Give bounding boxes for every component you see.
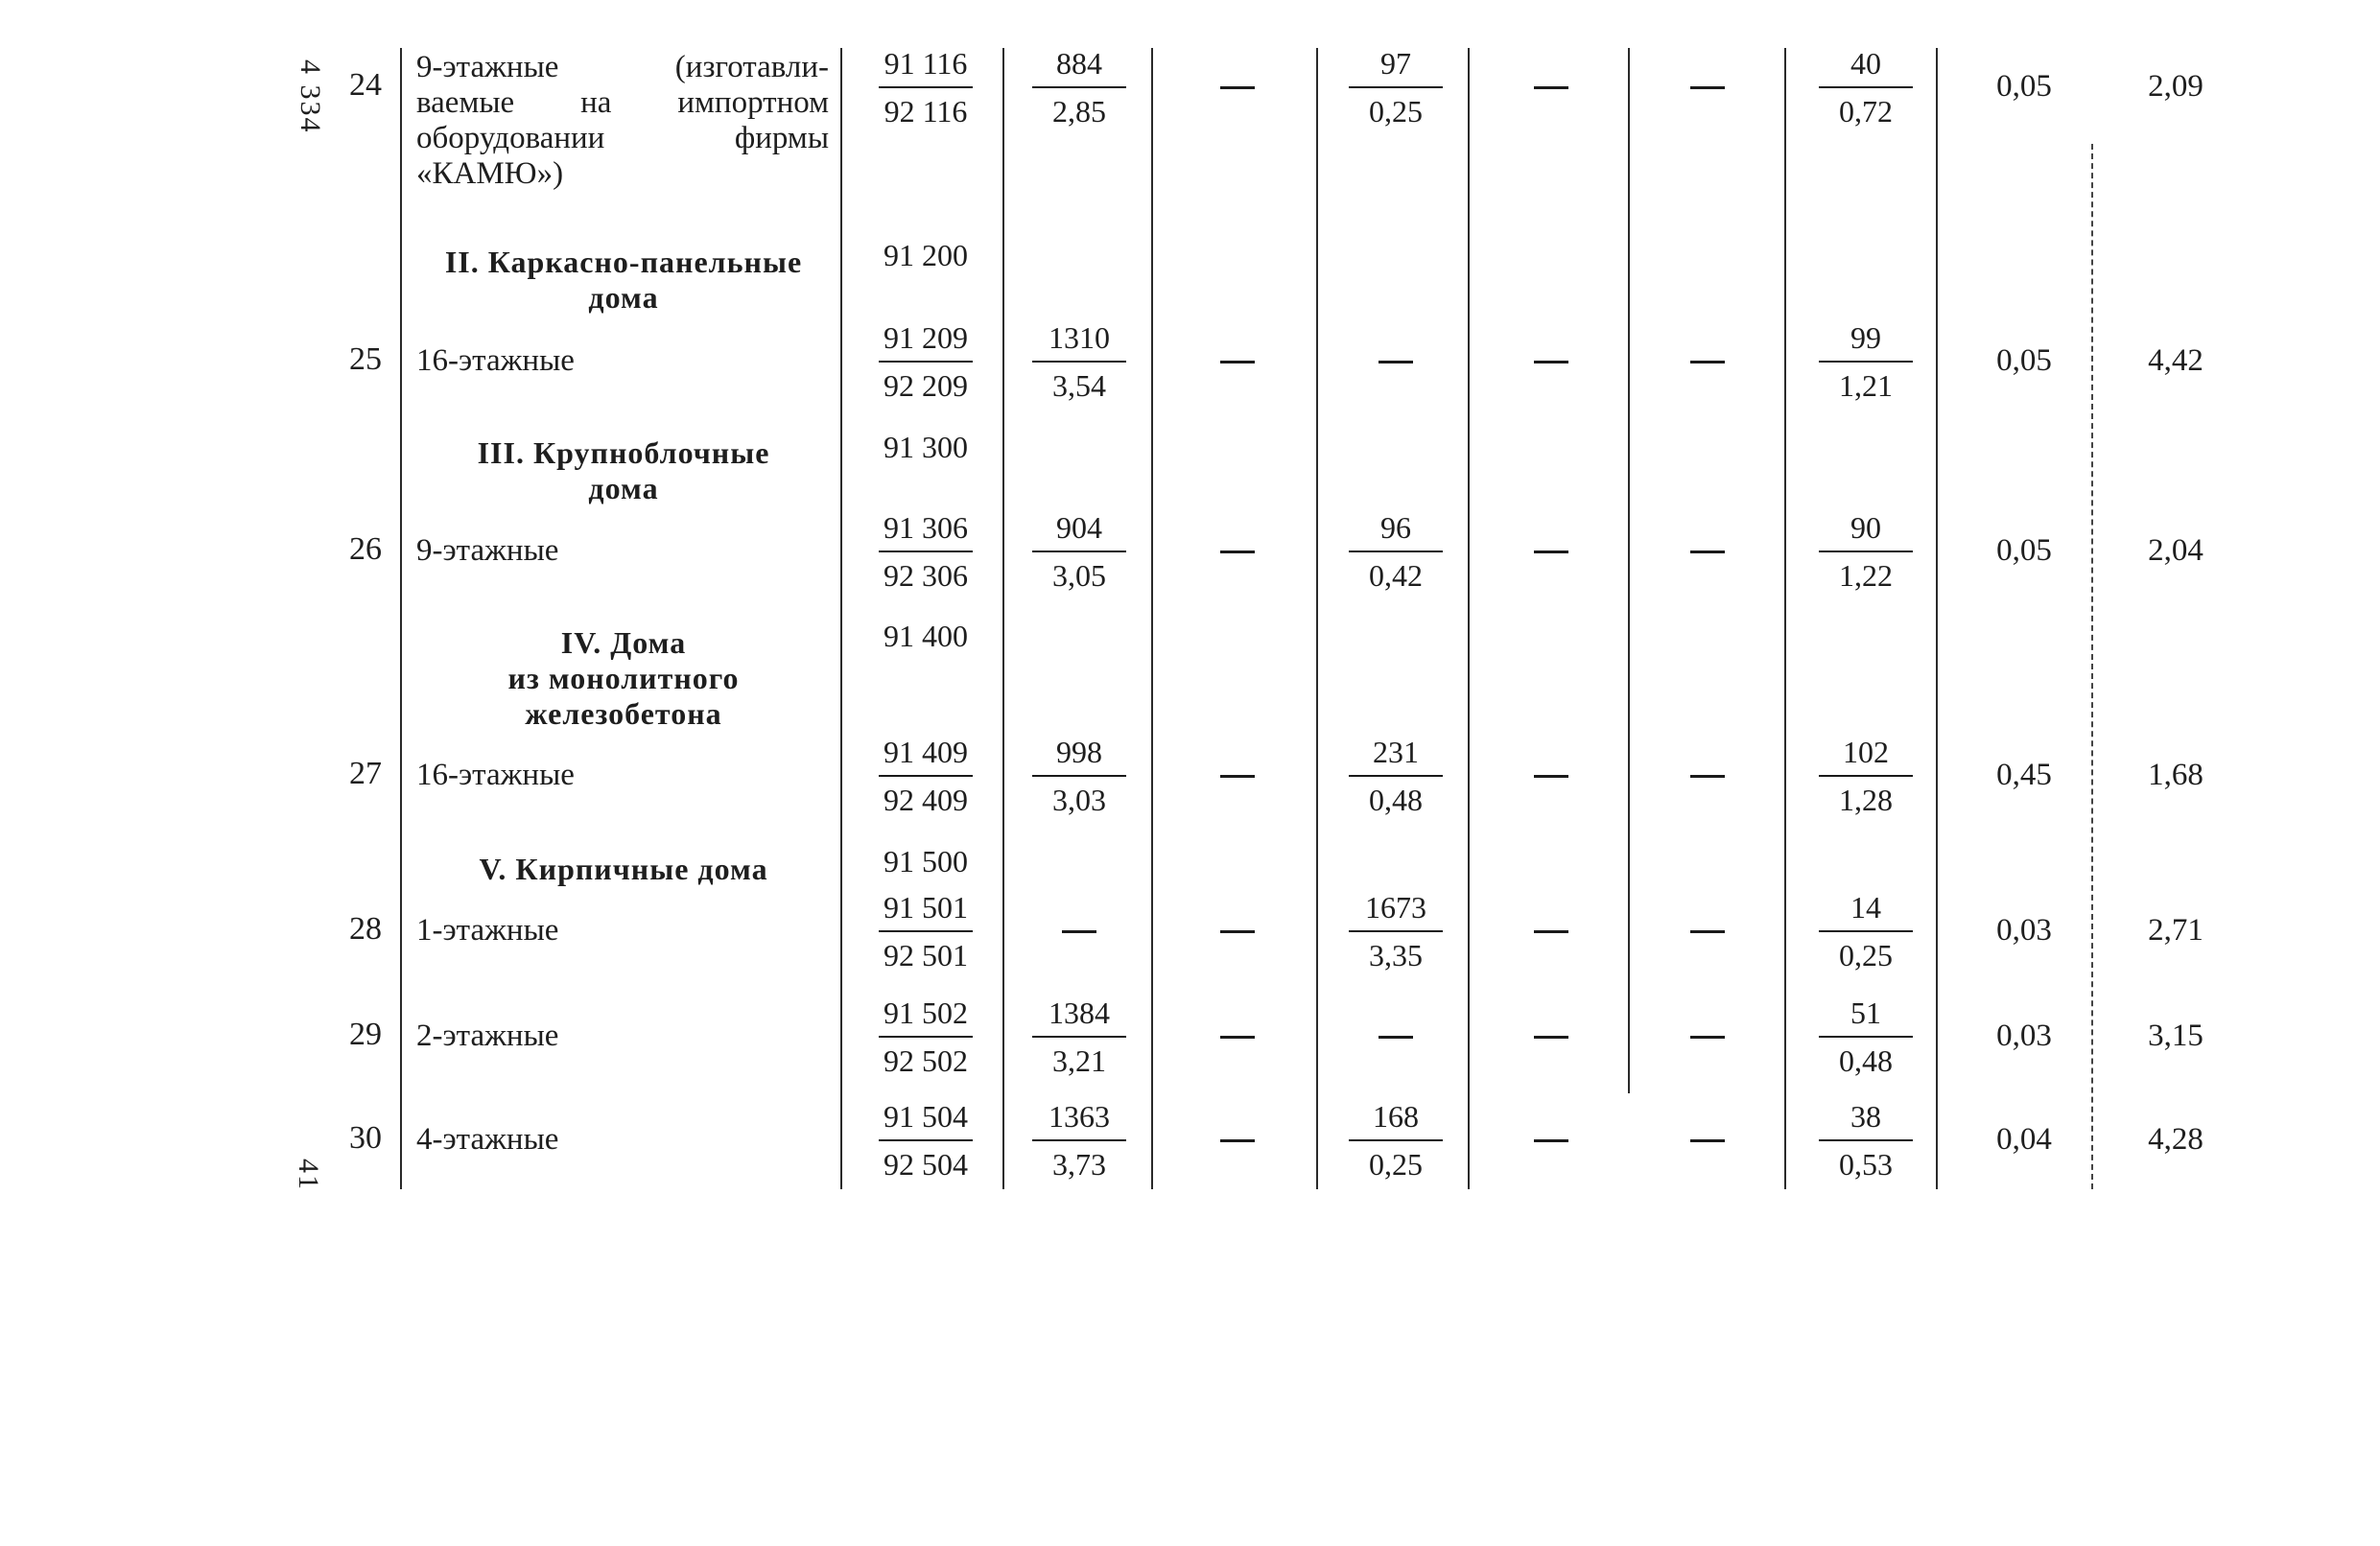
numerator: 91 306 <box>884 510 968 545</box>
value-cell-7: 0,45 <box>1996 758 2052 792</box>
fraction-bar <box>1032 86 1126 88</box>
fraction-bar <box>1032 1139 1126 1141</box>
denominator: 92 209 <box>884 368 968 403</box>
numerator: 231 <box>1373 735 1419 769</box>
section-heading-line: V. Кирпичные дома <box>479 852 768 886</box>
empty-dash <box>1690 550 1725 553</box>
row-label: 16-этажные <box>416 758 575 792</box>
row-label-24 <box>416 50 829 192</box>
row-label: 9-этажные <box>416 533 559 568</box>
margin-mark-bottom: 41 <box>293 1159 324 1191</box>
value-cell-7: 0,05 <box>1996 533 2052 568</box>
value-cell-7: 0,03 <box>1996 913 2052 948</box>
fraction-bar <box>1819 550 1913 552</box>
denominator: 92 116 <box>884 94 968 129</box>
empty-dash <box>1379 1036 1413 1039</box>
section-code: 91 300 <box>884 430 968 464</box>
value-cell-7: 0,05 <box>1996 69 2052 104</box>
row-number: 29 <box>349 1017 382 1052</box>
fraction-bar <box>1819 361 1913 363</box>
denominator: 0,25 <box>1839 938 1893 972</box>
denominator: 1,21 <box>1839 368 1893 403</box>
section-heading-line: IV. Дома <box>560 625 687 660</box>
label-line: оборудовании фирмы <box>416 121 829 155</box>
row-number: 25 <box>349 341 382 377</box>
value-fraction <box>1343 43 1449 131</box>
denominator: 0,72 <box>1839 94 1893 129</box>
value-fraction <box>1026 317 1132 406</box>
section-heading-frame-panel <box>412 245 835 316</box>
code-fraction <box>873 317 978 406</box>
denominator: 1,22 <box>1839 558 1893 593</box>
empty-dash <box>1534 1139 1568 1142</box>
fraction-bar <box>1819 930 1913 932</box>
numerator: 904 <box>1056 510 1102 545</box>
numerator: 91 502 <box>884 996 968 1030</box>
value-fraction <box>1813 317 1919 406</box>
empty-dash <box>1379 361 1413 363</box>
empty-dash <box>1690 361 1725 363</box>
code-fraction <box>873 993 978 1081</box>
column-rule <box>1784 48 1786 1189</box>
column-rule <box>1316 48 1318 1189</box>
section-code: 91 400 <box>884 619 968 653</box>
section-code: 91 500 <box>884 844 968 878</box>
empty-dash <box>1690 775 1725 778</box>
empty-dash <box>1534 86 1568 89</box>
denominator: 92 504 <box>884 1147 968 1182</box>
numerator: 884 <box>1056 46 1102 81</box>
section-heading-line: дома <box>588 471 659 505</box>
numerator: 14 <box>1850 890 1881 925</box>
numerator: 91 409 <box>884 735 968 769</box>
row-label: 1-этажные <box>416 913 559 948</box>
section-heading-monolithic <box>412 625 835 732</box>
denominator: 3,03 <box>1052 783 1106 817</box>
denominator: 3,54 <box>1052 368 1106 403</box>
empty-dash <box>1220 550 1255 553</box>
code-fraction <box>873 887 978 975</box>
value-fraction <box>1343 732 1449 820</box>
value-fraction <box>1026 507 1132 596</box>
value-fraction <box>1813 1096 1919 1184</box>
row-number: 24 <box>349 67 382 103</box>
denominator: 0,48 <box>1839 1043 1893 1078</box>
numerator: 90 <box>1850 510 1881 545</box>
numerator: 998 <box>1056 735 1102 769</box>
numerator: 38 <box>1850 1099 1881 1134</box>
fraction-bar <box>1349 1139 1443 1141</box>
value-cell-8: 2,71 <box>2148 913 2203 948</box>
value-fraction <box>1813 732 1919 820</box>
empty-dash <box>1690 930 1725 933</box>
value-fraction <box>1343 1096 1449 1184</box>
numerator: 99 <box>1850 320 1881 355</box>
fraction-bar <box>1819 1036 1913 1038</box>
value-fraction <box>1813 507 1919 596</box>
denominator: 3,21 <box>1052 1043 1106 1078</box>
column-rule-dashed <box>2091 144 2093 1189</box>
value-cell-8: 2,04 <box>2148 533 2203 568</box>
fraction-bar <box>1032 775 1126 777</box>
value-cell-7: 0,05 <box>1996 343 2052 378</box>
column-rule <box>1936 48 1938 1189</box>
fraction-bar <box>879 86 973 88</box>
value-fraction <box>1813 993 1919 1081</box>
section-code: 91 200 <box>884 238 968 272</box>
column-rule <box>840 48 842 1189</box>
value-fraction <box>1026 732 1132 820</box>
fraction-bar <box>1349 930 1443 932</box>
value-fraction <box>1813 43 1919 131</box>
row-number: 30 <box>349 1120 382 1156</box>
fraction-bar <box>1032 1036 1126 1038</box>
numerator: 40 <box>1850 46 1881 81</box>
column-rule <box>1002 48 1004 1189</box>
numerator: 91 504 <box>884 1099 968 1134</box>
value-cell-8: 4,42 <box>2148 343 2203 378</box>
section-heading-line: дома <box>588 280 659 315</box>
denominator: 0,48 <box>1369 783 1423 817</box>
numerator: 96 <box>1380 510 1411 545</box>
denominator: 3,35 <box>1369 938 1423 972</box>
value-fraction <box>1026 43 1132 131</box>
label-line: 9-этажные (изготавли- <box>416 50 829 84</box>
numerator: 1363 <box>1049 1099 1110 1134</box>
code-fraction <box>873 732 978 820</box>
row-label: 2-этажные <box>416 1019 559 1053</box>
code-fraction <box>873 1096 978 1184</box>
value-cell-8: 4,28 <box>2148 1122 2203 1157</box>
empty-dash <box>1534 930 1568 933</box>
empty-dash <box>1690 1139 1725 1142</box>
denominator: 92 502 <box>884 1043 968 1078</box>
fraction-bar <box>1349 86 1443 88</box>
fraction-bar <box>1819 86 1913 88</box>
fraction-bar <box>1819 1139 1913 1141</box>
label-line: ваемые на импортном <box>416 85 829 120</box>
fraction-bar <box>1349 550 1443 552</box>
fraction-bar <box>1349 775 1443 777</box>
empty-dash <box>1220 930 1255 933</box>
fraction-bar <box>879 1036 973 1038</box>
empty-dash <box>1534 361 1568 363</box>
fraction-bar <box>879 775 973 777</box>
row-number: 27 <box>349 756 382 791</box>
section-heading-line: железобетона <box>525 696 722 731</box>
margin-mark-top: 4 334 <box>295 59 326 134</box>
code-fraction <box>873 507 978 596</box>
fraction-bar <box>1032 361 1126 363</box>
empty-dash <box>1534 550 1568 553</box>
section-heading-brick <box>412 852 835 887</box>
empty-dash <box>1220 361 1255 363</box>
numerator: 91 209 <box>884 320 968 355</box>
value-cell-8: 3,15 <box>2148 1019 2203 1053</box>
code-fraction <box>873 43 978 131</box>
numerator: 51 <box>1850 996 1881 1030</box>
fraction-bar <box>1819 775 1913 777</box>
numerator: 102 <box>1843 735 1889 769</box>
fraction-bar <box>879 361 973 363</box>
denominator: 1,28 <box>1839 783 1893 817</box>
value-cell-8: 2,09 <box>2148 69 2203 104</box>
value-fraction <box>1813 887 1919 975</box>
row-label: 4-этажные <box>416 1122 559 1157</box>
numerator: 1310 <box>1049 320 1110 355</box>
column-rule <box>1468 48 1470 1189</box>
denominator: 0,42 <box>1369 558 1423 593</box>
empty-dash <box>1062 930 1096 933</box>
denominator: 92 306 <box>884 558 968 593</box>
fraction-bar <box>879 550 973 552</box>
column-rule <box>1151 48 1153 1189</box>
row-number: 26 <box>349 531 382 567</box>
value-cell-7: 0,04 <box>1996 1122 2052 1157</box>
denominator: 3,73 <box>1052 1147 1106 1182</box>
numerator: 1673 <box>1365 890 1426 925</box>
value-fraction <box>1026 993 1132 1081</box>
numerator: 1384 <box>1049 996 1110 1030</box>
column-rule <box>400 48 402 1189</box>
denominator: 2,85 <box>1052 94 1106 129</box>
numerator: 91 116 <box>884 46 968 81</box>
empty-dash <box>1220 1139 1255 1142</box>
value-cell-7: 0,03 <box>1996 1019 2052 1053</box>
value-fraction <box>1026 1096 1132 1184</box>
empty-dash <box>1220 1036 1255 1039</box>
denominator: 92 409 <box>884 783 968 817</box>
denominator: 0,25 <box>1369 1147 1423 1182</box>
section-heading-line: II. Каркасно-панельные <box>444 245 803 279</box>
value-cell-8: 1,68 <box>2148 758 2203 792</box>
value-fraction <box>1343 887 1449 975</box>
denominator: 3,05 <box>1052 558 1106 593</box>
numerator: 97 <box>1380 46 1411 81</box>
numerator: 168 <box>1373 1099 1419 1134</box>
denominator: 0,53 <box>1839 1147 1893 1182</box>
denominator: 92 501 <box>884 938 968 972</box>
empty-dash <box>1690 1036 1725 1039</box>
empty-dash <box>1534 775 1568 778</box>
fraction-bar <box>1032 550 1126 552</box>
section-heading-large-block <box>412 435 835 506</box>
fraction-bar <box>879 1139 973 1141</box>
row-label: 16-этажные <box>416 343 575 378</box>
numerator: 91 501 <box>884 890 968 925</box>
fraction-bar <box>879 930 973 932</box>
empty-dash <box>1220 86 1255 89</box>
value-fraction <box>1343 507 1449 596</box>
empty-dash <box>1220 775 1255 778</box>
empty-dash <box>1534 1036 1568 1039</box>
denominator: 0,25 <box>1369 94 1423 129</box>
section-heading-line: из монолитного <box>507 661 740 695</box>
empty-dash <box>1690 86 1725 89</box>
section-heading-line: III. Крупноблочные <box>477 435 770 470</box>
row-number: 28 <box>349 911 382 947</box>
label-line: «КАМЮ») <box>416 156 564 191</box>
column-rule <box>1628 48 1630 1093</box>
